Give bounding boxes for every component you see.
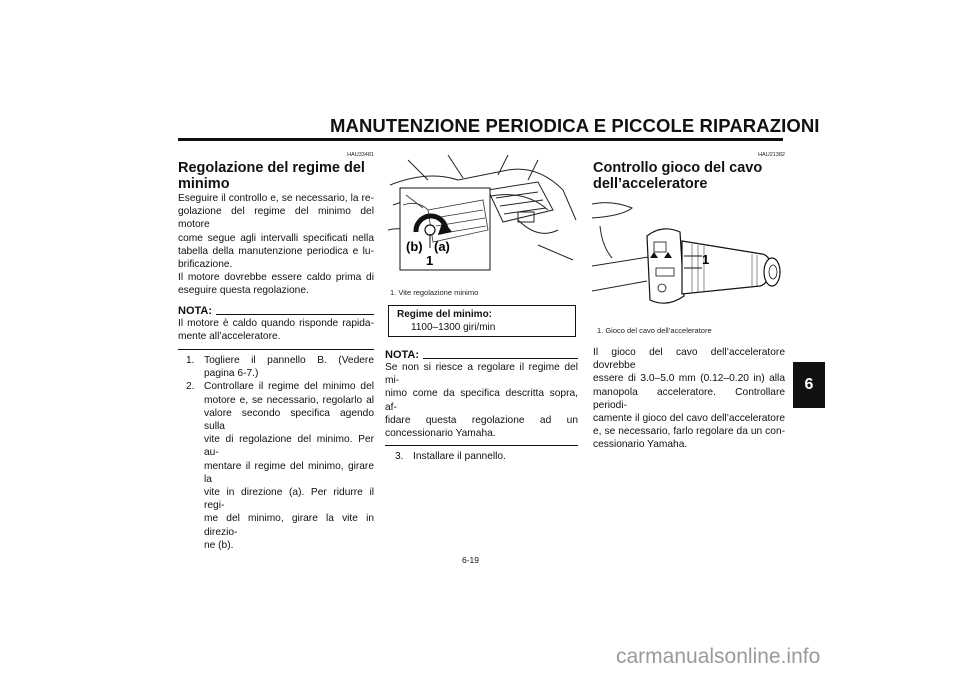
step-number: 1. [186,355,195,367]
idle-screw [425,225,435,235]
text-line: Togliere il pannello B. (Vedere [204,355,374,367]
watermark: carmanualsonline.info [616,645,821,668]
section-code: HAU33481 [347,152,374,158]
right-column [593,152,785,192]
step-item [186,354,374,380]
text-line: brificazione. [178,259,233,271]
text-line: me del minimo, girare la vite in direzio- [204,513,374,538]
step-item [186,380,374,552]
text-line: eseguire questa regolazione. [178,285,309,297]
label-a: (a) [434,239,450,254]
title-line: minimo [178,176,230,192]
text-line: valore secondo specifica agendo sulla [204,407,374,433]
text-line: motore e, se necessario, regolarlo al [204,394,374,406]
figure-caption-idle: 1. Vite regolazione minimo [390,288,479,297]
step-list [385,450,578,463]
section-code: HAU21382 [758,152,785,158]
text-line: camente il gioco del cavo dell’acceleratore [593,413,785,425]
intro-paragraph [178,192,374,298]
text-line: ne (b). [204,539,234,551]
text-line: pagina 6-7.) [204,368,259,380]
nota-heading [178,305,374,317]
text-line: Il gioco del cavo dell’acceleratore dovrebbe [593,347,785,372]
throttle-paragraph [593,346,785,452]
label-1: 1 [426,253,434,268]
text-line: fidare questa regolazione ad un [385,414,578,426]
nota-end-rule [385,445,578,446]
page-header-title: MANUTENZIONE PERIODICA E PICCOLE RIPARAZIONI [330,115,820,136]
text-line: mente all’acceleratore. [178,330,281,342]
text-line: Il motore è caldo quando risponde rapida- [178,317,374,329]
text-line: come segue agli intervalli specificati nella [178,232,374,244]
text-line: mentare il regime del minimo, girare la [204,460,374,485]
step-item [395,450,578,463]
figure-caption-throttle: 1. Gioco del cavo dell’acceleratore [597,326,712,335]
header-rule [178,138,783,141]
nota-heading [385,349,578,361]
nota-text [178,317,374,343]
text-line: golazione del regime del minimo del motore [178,206,374,231]
text-line: Controllare il regime del minimo del [204,381,374,393]
section-title-throttle [593,160,785,192]
nota-label: NOTA: [385,349,420,361]
nota-end-rule [178,349,374,350]
text-line: nimo come da specifica descritta sopra, af- [385,388,578,413]
title-line: Controllo gioco del cavo [593,160,763,176]
spec-title: Regime del minimo: [397,309,493,320]
spec-value: 1100–1300 giri/min [411,322,496,333]
chapter-tab[interactable]: 6 [793,362,825,408]
switch-housing [647,229,684,303]
title-line: Regolazione del regime del [178,160,365,176]
grip-end [764,258,780,286]
label-b: (b) [406,239,423,254]
text-line: Se non si riesce a regolare il regime del mi- [385,362,578,387]
text-line: Il motore dovrebbe essere caldo prima di [178,272,374,284]
nota-label: NOTA: [178,304,213,317]
page-number: 6-19 [462,555,480,565]
text-line: concessionario Yamaha. [385,428,496,440]
text-line: manopola acceleratore. Controllare periodi- [593,386,785,411]
step-text: Installare il pannello. [413,451,506,463]
label-1: 1 [702,252,710,267]
title-line: dell’acceleratore [593,176,708,192]
text-line: e, se necessario, farlo regolare da un con- [593,426,785,438]
spec-box [388,305,576,337]
throttle-grip-illustration [592,196,786,320]
step-number: 2. [186,381,195,393]
left-column [178,152,374,552]
text-line: cessionario Yamaha. [593,439,688,451]
section-title-idle [178,160,374,192]
text-line: Eseguire il controllo e, se necessario, la re- [178,193,374,204]
text-line: vite di regolazione del minimo. Per au- [204,434,374,459]
text-line: tabella della manutenzione periodica e lu- [178,245,374,257]
idle-screw-illustration [388,150,580,285]
text-line: vite in direzione (a). Per ridurre il regi- [204,487,374,512]
step-list [178,354,374,552]
step-number: 3. [395,451,404,463]
middle-nota [385,349,578,463]
nota-text [385,361,578,440]
text-line: essere di 3.0–5.0 mm (0.12–0.20 in) alla [593,373,785,385]
